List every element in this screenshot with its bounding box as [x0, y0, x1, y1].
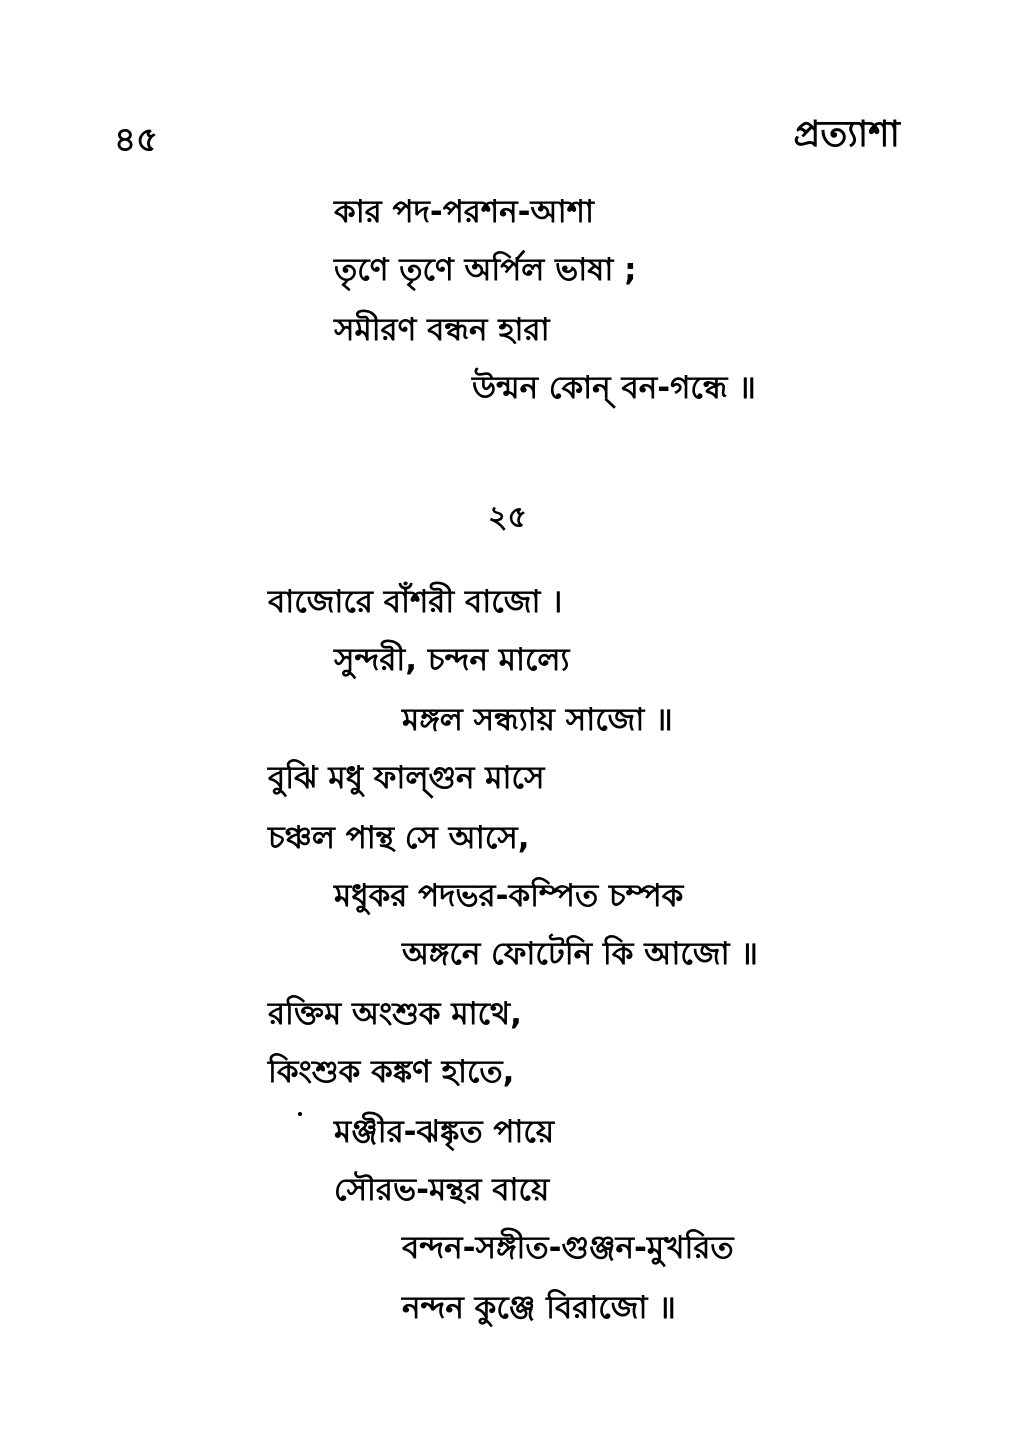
verse-line: বুঝি মধু ফাল্গুন মাসে	[268, 760, 545, 796]
verse-line: কার পদ-পরশন-আশা	[334, 194, 595, 230]
verse-line: নন্দন কুঞ্জে বিরাজো ॥	[402, 1290, 676, 1326]
verse-line: রক্তিম অংশুক মাথে,	[268, 996, 522, 1032]
verse-line: মঞ্জীর-ঝঙ্কৃত পায়ে	[334, 1114, 555, 1150]
verse-line: তৃণে তৃণে অর্পিল ভাষা ;	[334, 252, 637, 288]
verse-line: কিংশুক কঙ্কণ হাতে,	[268, 1054, 515, 1090]
ink-speck	[298, 1112, 302, 1116]
verse-line: উন্মন কোন্ বন-গন্ধে ॥	[472, 370, 756, 406]
verse-line: মঙ্গল সন্ধ্যায় সাজো ॥	[402, 702, 673, 738]
verse-line: সুন্দরী, চন্দন মাল্যে	[334, 642, 570, 678]
verse-line: বন্দন-সঙ্গীত-গুঞ্জন-মুখরিত	[402, 1230, 734, 1266]
song-number: ২৫	[488, 500, 527, 535]
verse-line: অঙ্গনে ফোটেনি কি আজো ॥	[402, 936, 758, 972]
verse-line: মধুকর পদভর-কম্পিত চম্পক	[334, 878, 684, 914]
verse-line: বাজোরে বাঁশরী বাজো ।	[268, 584, 563, 620]
verse-line: চঞ্চল পান্থ সে আসে,	[268, 820, 530, 856]
page-number: ৪৫	[114, 120, 159, 160]
running-head: প্রত্যাশা	[793, 114, 900, 155]
verse-line: সমীরণ বন্ধন হারা	[334, 312, 550, 348]
verse-line: সৌরভ-মন্থর বায়ে	[334, 1172, 550, 1208]
